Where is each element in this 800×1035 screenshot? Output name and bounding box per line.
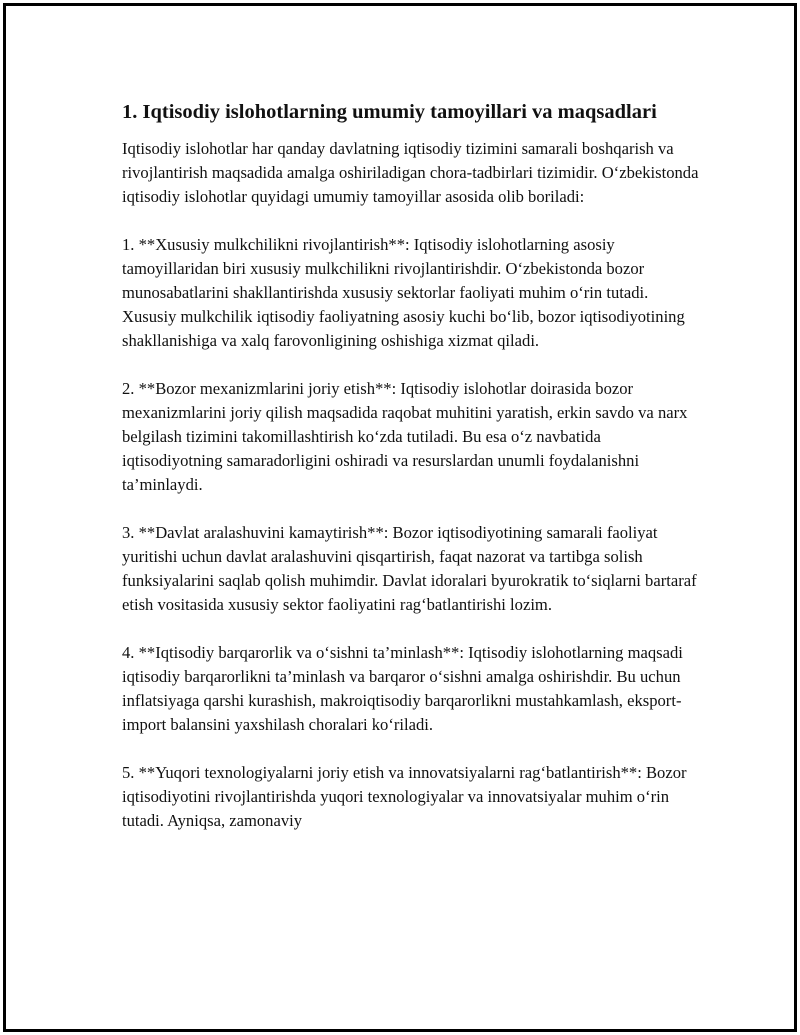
page-frame	[3, 3, 797, 1032]
principle-4-paragraph: 4. **Iqtisodiy barqarorlik va o‘sishni ta’minlash**: Iqtisodiy islohotlarning maqsadi iqtisodiy barqarorlikni ta’minlash va barqaror o‘sishni amalga oshirishdir. Bu uchun inflatsiyaga qarshi kurashish, makroiqtisodiy barqarorlikni mustahkamlash, eksport-import balansini yaxshilash choralari ko‘riladi.	[122, 643, 683, 734]
principle-5-paragraph: 5. **Yuqori texnologiyalarni joriy etish va innovatsiyalarni rag‘batlantirish**: Bozor iqtisodiyotini rivojlantirishda yuqori texnologiyalar va innovatsiyalar muhim o‘rin tutadi. Ayniqsa, zamonaviy	[122, 763, 687, 830]
section-heading: 1. Iqtisodiy islohotlarning umumiy tamoyillari va maqsadlari	[122, 101, 657, 123]
principle-2-paragraph: 2. **Bozor mexanizmlarini joriy etish**: Iqtisodiy islohotlar doirasida bozor mexanizmlarini joriy qilish maqsadida raqobat muhitini yaratish, erkin savdo va narx belgilash tizimini takomillashtirish ko‘zda tutiladi. Bu esa o‘z navbatida iqtisodiyotning samaradorligini oshiradi va resurslardan unumli foydalanishni ta’minlaydi.	[122, 379, 688, 494]
principle-1-paragraph: 1. **Xususiy mulkchilikni rivojlantirish**: Iqtisodiy islohotlarning asosiy tamoyillaridan biri xususiy mulkchilikni rivojlantirishdir. O‘zbekistonda bozor munosabatlarini shakllantirishda xususiy sektorlar faoliyati muhim o‘rin tutadi. Xususiy mulkchilik iqtisodiy faoliyatning asosiy kuchi bo‘lib, bozor iqtisodiyotining shakllanishiga va xalq farovonligining oshishiga xizmat qiladi.	[122, 235, 685, 350]
intro-paragraph: Iqtisodiy islohotlar har qanday davlatning iqtisodiy tizimini samarali boshqarish va rivojlantirish maqsadida amalga oshiriladigan chora-tadbirlari tizimidir. O‘zbekistonda iqtisodiy islohotlar quyidagi umumiy tamoyillar asosida olib boriladi:	[122, 139, 699, 206]
document-body	[122, 98, 702, 857]
principle-3-paragraph: 3. **Davlat aralashuvini kamaytirish**: Bozor iqtisodiyotining samarali faoliyat yuritishi uchun davlat aralashuvini qisqartirish, faqat nazorat va tartibga solish funksiyalarini saqlab qolish muhimdir. Davlat idoralari byurokratik to‘siqlarni bartaraf etish vositasida xususiy sektor faoliyatini rag‘batlantirishi lozim.	[122, 523, 697, 614]
